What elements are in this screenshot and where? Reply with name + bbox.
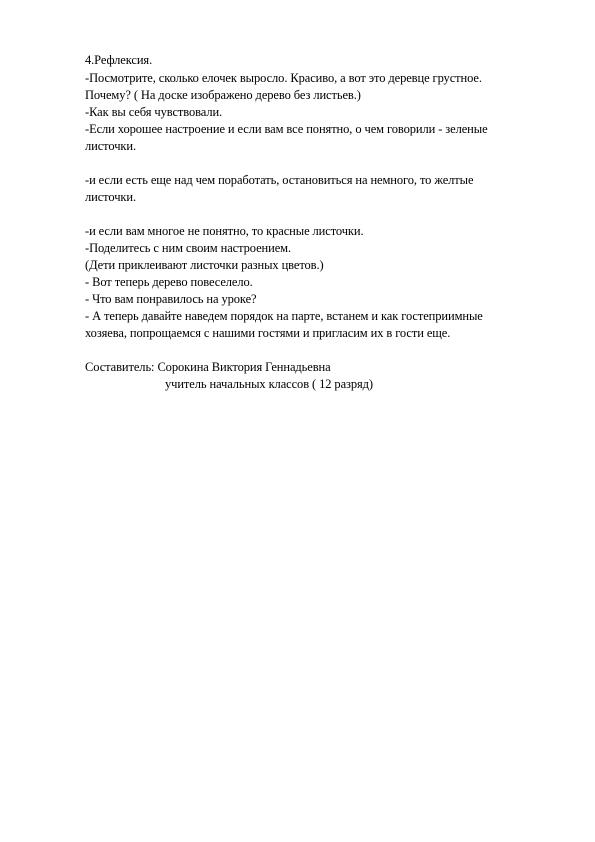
author-position: учитель начальных классов ( 12 разряд)	[165, 377, 373, 391]
text-line: -и если вам многое не понятно, то красные листочки.	[85, 224, 364, 238]
text-line: хозяева, попрощаемся с нашими гостями и пригласим их в гости еще.	[85, 326, 451, 340]
text-line: -Если хорошее настроение и если вам все понятно, о чем говорили - зеленые	[85, 122, 488, 136]
text-line: -Посмотрите, сколько елочек выросло. Красиво, а вот это деревце грустное.	[85, 71, 482, 85]
text-line: - А теперь давайте наведем порядок на парте, встанем и как гостеприимные	[85, 309, 483, 323]
text-line: - Что вам понравилось на уроке?	[85, 292, 257, 306]
text-line: -и если есть еще над чем поработать, остановиться на немного, то желтые	[85, 173, 474, 187]
text-line: -Поделитесь с ним своим настроением.	[85, 241, 292, 255]
author-line: Составитель: Сорокина Виктория Геннадьевна	[85, 360, 331, 374]
text-line: (Дети приклеивают листочки разных цветов.)	[85, 258, 324, 272]
text-line: листочки.	[85, 190, 136, 204]
text-line: листочки.	[85, 139, 136, 153]
text-line: Почему? ( На доске изображено дерево без листьев.)	[85, 88, 361, 102]
section-title: 4.Рефлексия.	[85, 53, 153, 67]
text-line: - Вот теперь дерево повеселело.	[85, 275, 253, 289]
text-line: -Как вы себя чувствовали.	[85, 105, 223, 119]
